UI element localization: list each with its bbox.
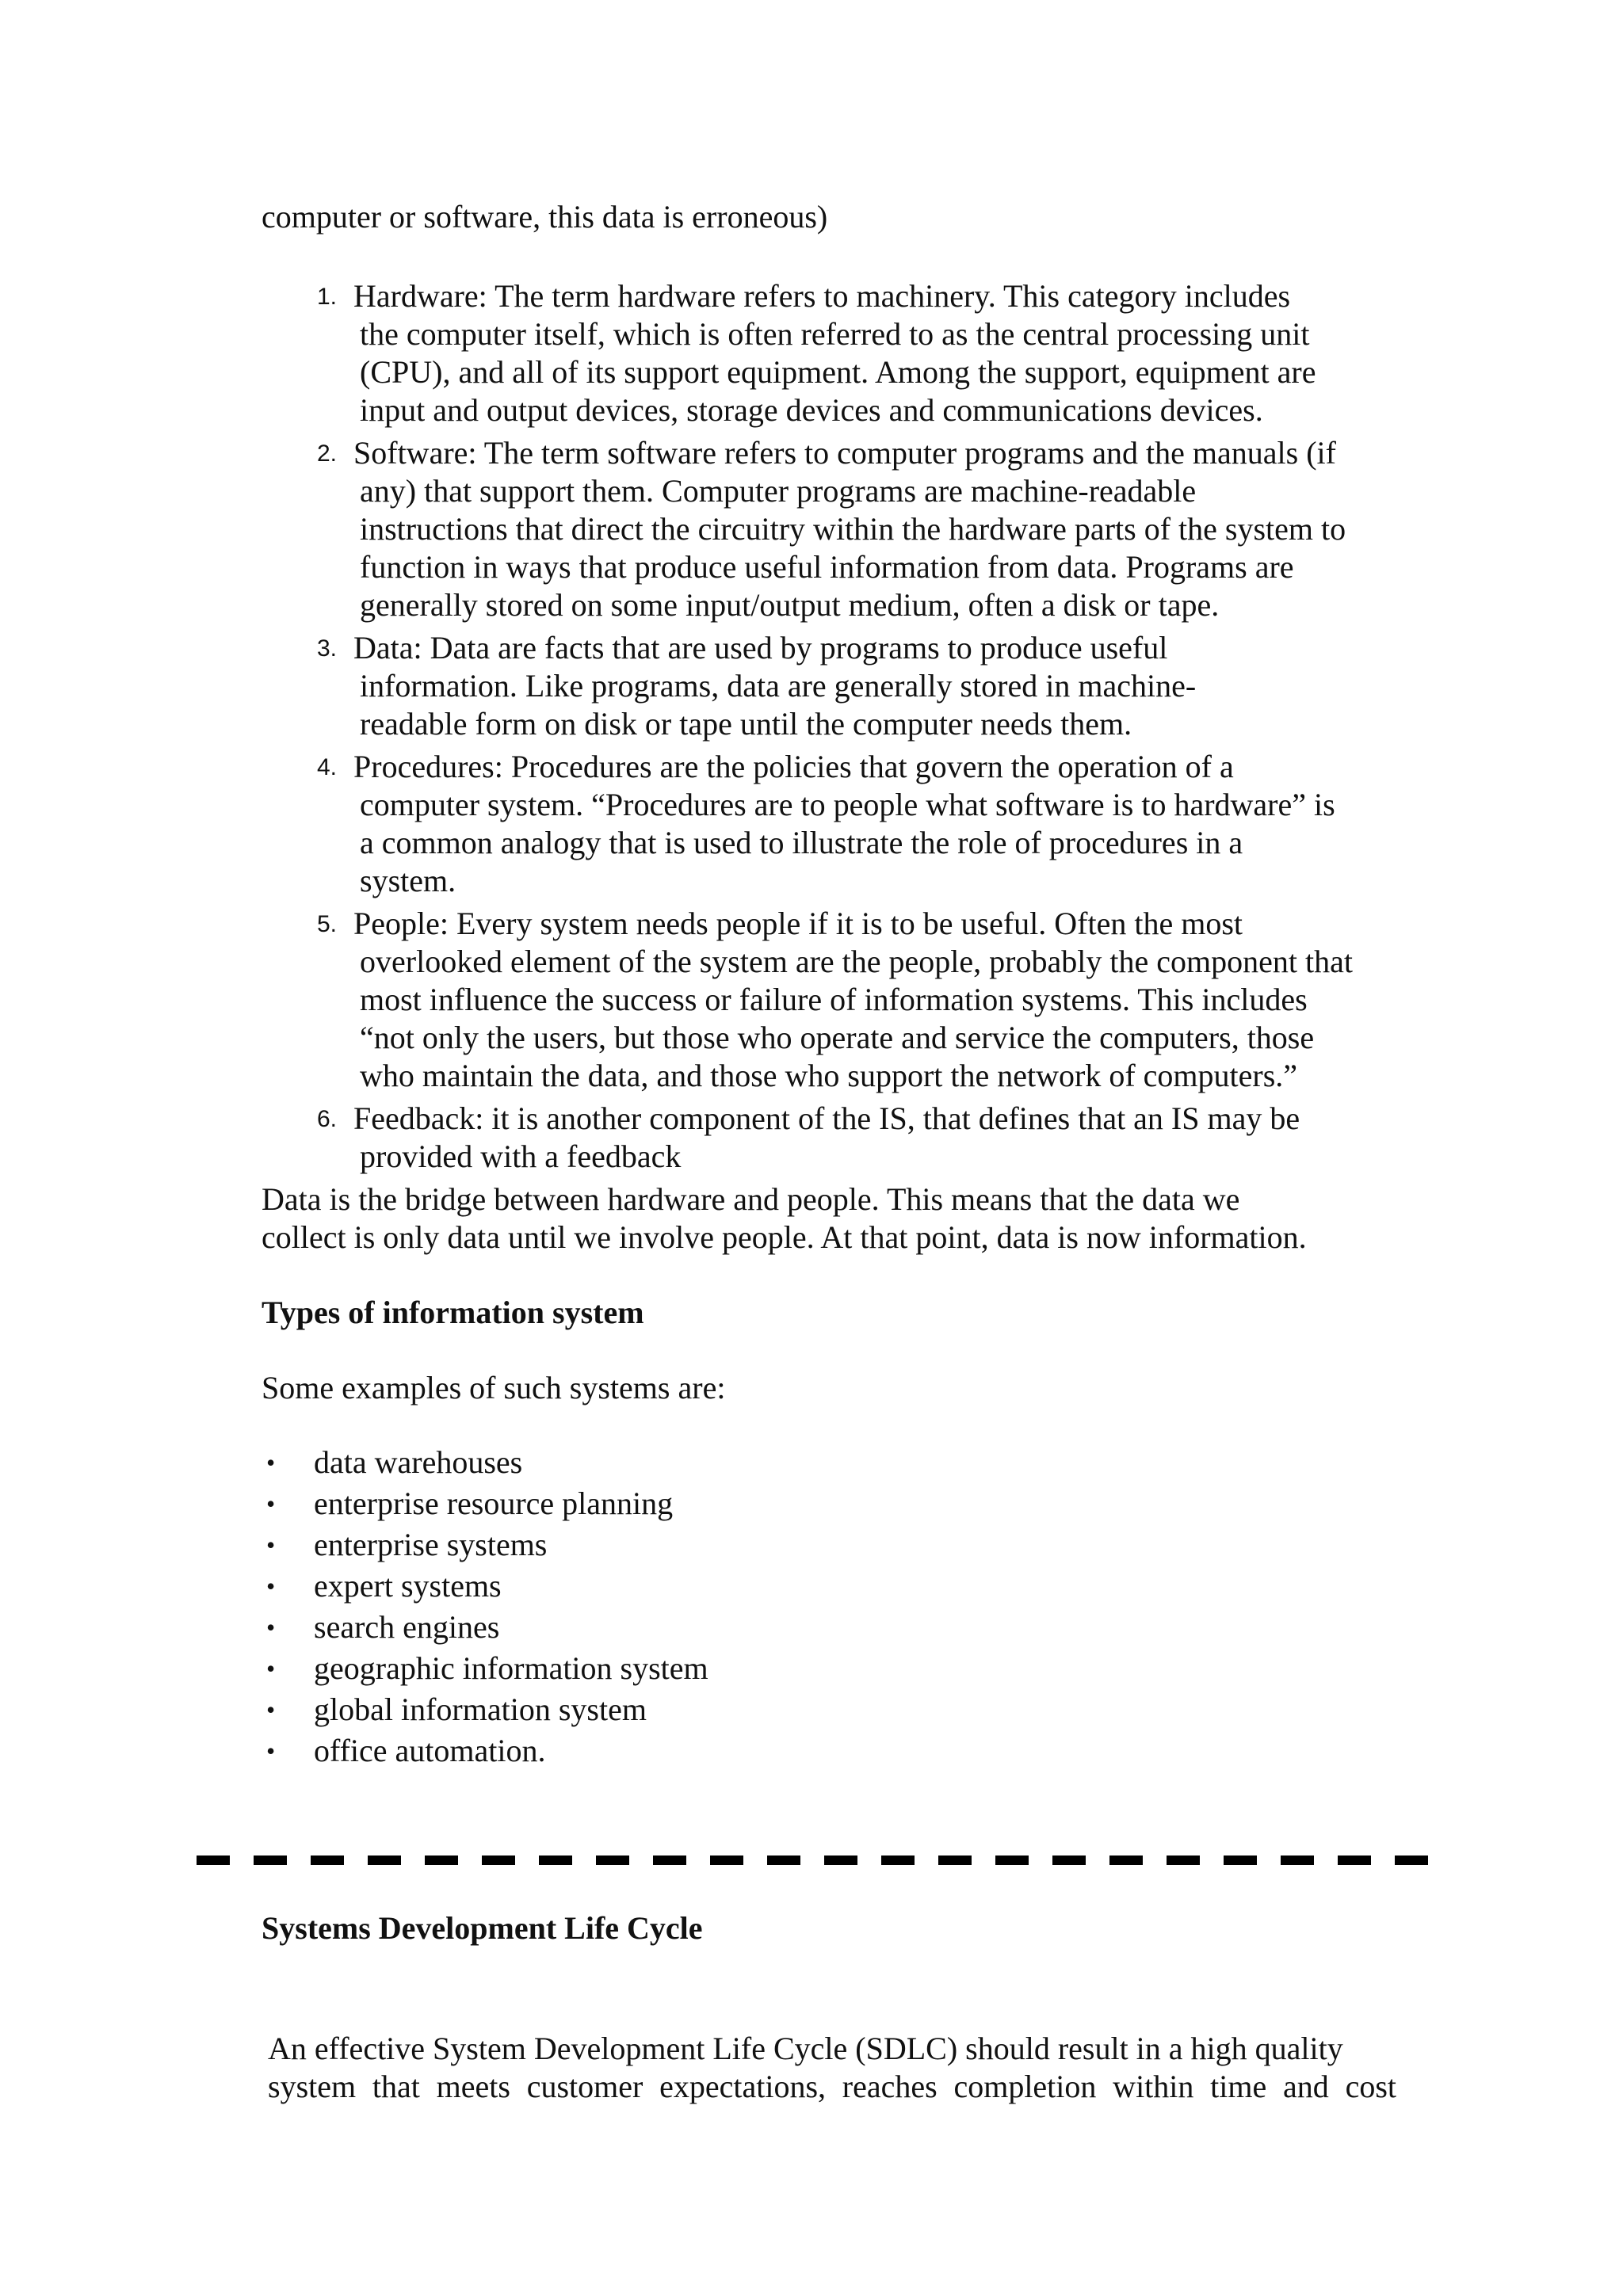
list-item-line: the computer itself, which is often referred to as the central processing unit	[360, 316, 1310, 352]
list-item-line: Data: Data are facts that are used by programs to produce useful	[353, 630, 1168, 666]
types-intro: Some examples of such systems are:	[262, 1370, 726, 1405]
list-item-text: geographic information system	[314, 1650, 708, 1686]
list-item-line: instructions that direct the circuitry within the hardware parts of the system to	[360, 511, 1346, 547]
sdlc-paragraph	[268, 2030, 1396, 2106]
list-item	[262, 1442, 708, 1483]
bullet-icon: •	[266, 1613, 276, 1642]
types-heading: Types of information system	[262, 1295, 644, 1330]
paragraph-line: Data is the bridge between hardware and people. This means that the data we	[262, 1181, 1240, 1217]
bullet-icon: •	[266, 1489, 276, 1518]
list-item-feedback	[317, 1100, 1426, 1176]
list-item-line: readable form on disk or tape until the computer needs them.	[360, 706, 1132, 742]
list-item-line: Procedures: Procedures are the policies that govern the operation of a	[353, 749, 1234, 784]
list-item-people	[317, 905, 1426, 1095]
list-item-text: global information system	[314, 1691, 647, 1727]
list-item-line: “not only the users, but those who operate and service the computers, those	[360, 1020, 1315, 1055]
bullet-icon: •	[266, 1448, 276, 1477]
bullet-icon: •	[266, 1654, 276, 1683]
list-item-line: who maintain the data, and those who support the network of computers.”	[360, 1058, 1298, 1093]
list-item-line: Software: The term software refers to computer programs and the manuals (if	[353, 435, 1336, 471]
list-item-line: a common analogy that is used to illustrate the role of procedures in a	[360, 825, 1243, 860]
list-item-text: data warehouses	[314, 1444, 523, 1480]
list-number: 4.	[317, 754, 338, 780]
list-number: 1.	[317, 284, 338, 310]
list-item-line: (CPU), and all of its support equipment. Among the support, equipment are	[360, 354, 1316, 390]
bullet-icon: •	[266, 1737, 276, 1765]
list-item-procedures	[317, 748, 1426, 900]
list-item-line: People: Every system needs people if it is to be useful. Often the most	[353, 906, 1243, 941]
list-item	[262, 1607, 708, 1648]
list-item	[262, 1483, 708, 1524]
list-item-text: enterprise systems	[314, 1527, 548, 1562]
list-item	[262, 1730, 708, 1772]
list-number: 6.	[317, 1106, 338, 1132]
list-item-data	[317, 629, 1426, 743]
list-item	[262, 1524, 708, 1566]
bullet-icon: •	[266, 1572, 276, 1600]
list-item-line: Feedback: it is another component of the IS, that defines that an IS may be	[353, 1100, 1300, 1136]
list-item-line: function in ways that produce useful information from data. Programs are	[360, 549, 1294, 585]
types-bullet-list	[262, 1442, 708, 1772]
paragraph-line: collect is only data until we involve people. At that point, data is now information.	[262, 1219, 1307, 1255]
list-item	[262, 1566, 708, 1607]
list-item-line: input and output devices, storage devices and communications devices.	[360, 392, 1263, 428]
list-item-line: generally stored on some input/output medium, often a disk or tape.	[360, 587, 1220, 623]
list-item-line: overlooked element of the system are the people, probably the component that	[360, 944, 1353, 979]
sdlc-heading: Systems Development Life Cycle	[262, 1910, 703, 1946]
list-item-text: search engines	[314, 1609, 500, 1645]
list-item-line: any) that support them. Computer programs are machine-readable	[360, 473, 1197, 509]
paragraph-line: system that meets customer expectations, reaches completion within time and cost	[268, 2069, 1396, 2104]
continued-text-line: computer or software, this data is erroneous)	[262, 199, 828, 235]
bullet-icon: •	[266, 1531, 276, 1559]
list-item-software	[317, 434, 1426, 624]
list-number: 3.	[317, 635, 338, 662]
list-item-line: most influence the success or failure of information systems. This includes	[360, 982, 1308, 1017]
bridge-paragraph	[262, 1180, 1411, 1257]
bullet-icon: •	[266, 1695, 276, 1724]
list-item-line: Hardware: The term hardware refers to machinery. This category includes	[353, 278, 1291, 314]
list-number: 2.	[317, 441, 338, 467]
list-item	[262, 1648, 708, 1689]
list-item-text: enterprise resource planning	[314, 1486, 674, 1521]
paragraph-line: An effective System Development Life Cycle (SDLC) should result in a high quality	[268, 2031, 1343, 2066]
list-item-line: system.	[360, 863, 456, 898]
list-number: 5.	[317, 911, 338, 937]
components-numbered-list	[317, 277, 1426, 1180]
list-item-line: information. Like programs, data are generally stored in machine-	[360, 668, 1197, 704]
list-item	[262, 1689, 708, 1730]
list-item-line: computer system. “Procedures are to people what software is to hardware” is	[360, 787, 1335, 822]
list-item-line: provided with a feedback	[360, 1138, 682, 1174]
list-item-hardware	[317, 277, 1426, 429]
list-item-text: expert systems	[314, 1568, 502, 1604]
list-item-text: office automation.	[314, 1733, 546, 1768]
dashed-separator	[197, 1855, 1437, 1865]
